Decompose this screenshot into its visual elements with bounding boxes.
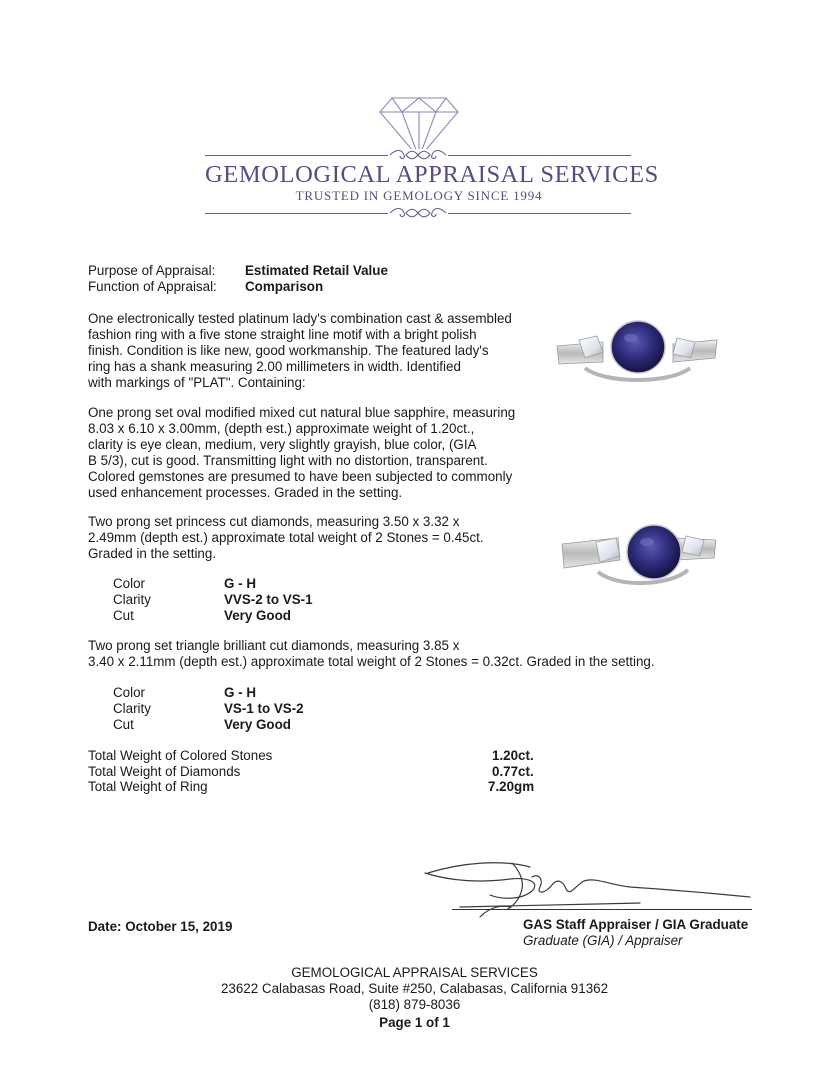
appraisal-date: Date: October 15, 2019	[88, 919, 233, 934]
function-label: Function of Appraisal:	[88, 279, 217, 294]
purpose-value: Estimated Retail Value	[245, 263, 388, 278]
purpose-label: Purpose of Appraisal:	[88, 263, 216, 278]
sapphire-description	[88, 405, 515, 501]
triangle-diamonds-description	[88, 638, 655, 670]
sapphire-line: clarity is eye clean, medium, very slightly grayish, blue color, (GIA	[88, 437, 477, 452]
description-line: fashion ring with a five stone straight line motif with a bright polish	[88, 327, 477, 342]
total-value: 1.20ct.	[492, 748, 534, 763]
sapphire-line: 8.03 x 6.10 x 3.00mm, (depth est.) approximate weight of 1.20ct.,	[88, 421, 475, 436]
grade-value: VVS-2 to VS-1	[224, 592, 313, 607]
page-number: Page 1 of 1	[379, 1015, 450, 1030]
footer-company: GEMOLOGICAL APPRAISAL SERVICES	[291, 965, 538, 980]
grade-label: Clarity	[113, 701, 151, 716]
triangle-line: 3.40 x 2.11mm (depth est.) approximate total weight of 2 Stones = 0.32ct. Graded in the setting.	[88, 654, 655, 669]
total-value: 7.20gm	[488, 779, 535, 794]
description-line: with markings of "PLAT". Containing:	[88, 375, 306, 390]
description-line: ring has a shank measuring 2.00 millimeters in width. Identified	[88, 359, 461, 374]
grade-value: Very Good	[224, 717, 291, 732]
princess-diamonds-description	[88, 514, 484, 562]
triangle-line: Two prong set triangle brilliant cut diamonds, measuring 3.85 x	[88, 638, 460, 653]
appraiser-signature	[420, 855, 760, 925]
description-line: One electronically tested platinum lady's combination cast & assembled	[88, 311, 512, 326]
ring-description	[88, 311, 512, 391]
grade-label: Cut	[113, 717, 134, 732]
sapphire-line: Colored gemstones are presumed to have been subjected to commonly	[88, 469, 513, 484]
total-label: Total Weight of Ring	[88, 779, 208, 794]
princess-line: Graded in the setting.	[88, 546, 217, 561]
princess-line: 2.49mm (depth est.) approximate total weight of 2 Stones = 0.45ct.	[88, 530, 484, 545]
company-name: GEMOLOGICAL APPRAISAL SERVICES	[205, 161, 659, 188]
grade-value: VS-1 to VS-2	[224, 701, 304, 716]
function-value: Comparison	[245, 279, 324, 294]
ring-photo-front	[555, 318, 720, 398]
grade-label: Color	[113, 576, 145, 591]
appraiser-subtitle: Graduate (GIA) / Appraiser	[523, 933, 683, 948]
sapphire-line: used enhancement processes. Graded in the setting.	[88, 485, 403, 500]
sapphire-line: B 5/3), cut is good. Transmitting light with no distortion, transparent.	[88, 453, 488, 468]
description-line: finish. Condition is like new, good workmanship. The featured lady's	[88, 343, 489, 358]
grade-label: Color	[113, 685, 145, 700]
ornament-bottom-icon	[388, 205, 448, 221]
total-label: Total Weight of Colored Stones	[88, 748, 273, 763]
footer-phone: (818) 879-8036	[368, 997, 461, 1012]
appraiser-title: GAS Staff Appraiser / GIA Graduate	[523, 917, 749, 932]
grade-value: G - H	[224, 576, 256, 591]
total-label: Total Weight of Diamonds	[88, 764, 241, 779]
grade-value: Very Good	[224, 608, 291, 623]
total-value: 0.77ct.	[492, 764, 534, 779]
grade-label: Cut	[113, 608, 134, 623]
company-tagline: TRUSTED IN GEMOLOGY SINCE 1994	[295, 188, 543, 203]
signature-line	[452, 909, 752, 910]
grade-value: G - H	[224, 685, 256, 700]
sapphire-line: One prong set oval modified mixed cut natural blue sapphire, measuring	[88, 405, 516, 420]
footer-address: 23622 Calabasas Road, Suite #250, Calabasas, California 91362	[220, 981, 609, 996]
princess-line: Two prong set princess cut diamonds, measuring 3.50 x 3.32 x	[88, 514, 460, 529]
ring-photo-angle	[558, 520, 723, 595]
grade-label: Clarity	[113, 592, 151, 607]
